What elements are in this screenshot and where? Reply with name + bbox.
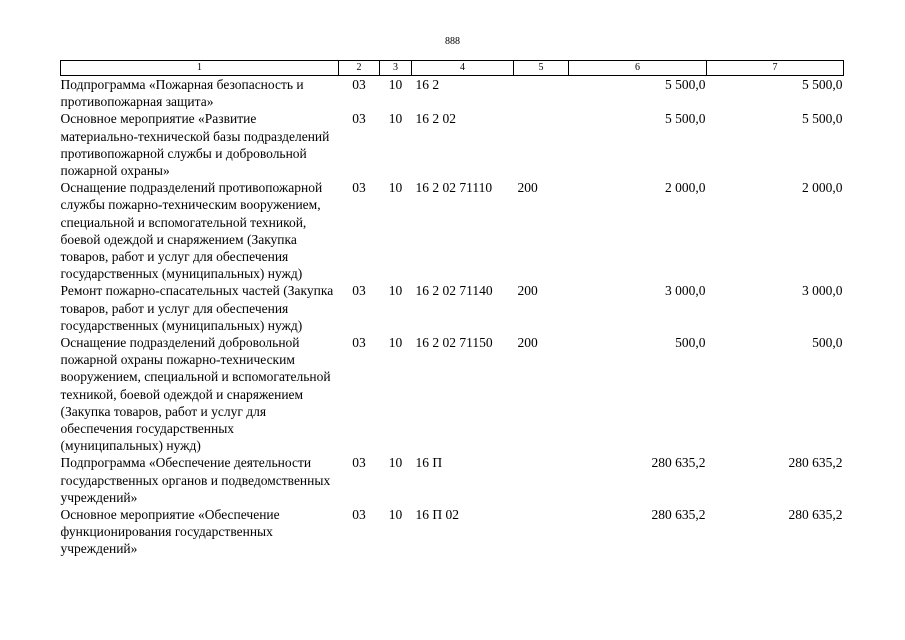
header-col-3: 3 — [380, 61, 412, 76]
header-col-1: 1 — [61, 61, 339, 76]
row-amount-1: 3 000,0 — [665, 283, 706, 299]
row-section: 03 — [352, 111, 366, 127]
row-amount-1: 280 635,2 — [651, 455, 706, 471]
row-target-article: 16 2 02 71140 — [415, 283, 493, 299]
header-col-2: 2 — [339, 61, 380, 76]
table-row — [61, 334, 844, 454]
header-col-7: 7 — [707, 61, 844, 76]
row-amount-2: 2 000,0 — [802, 180, 843, 196]
row-name: Подпрограмма «Пожарная безопасность и противопожарная защита» — [60, 77, 304, 110]
row-amount-2: 280 635,2 — [788, 507, 843, 523]
header-col-6: 6 — [569, 61, 707, 76]
row-subsection: 10 — [388, 77, 403, 92]
table-row — [61, 454, 844, 506]
row-expense-type — [514, 76, 569, 111]
page-number: 888 — [445, 36, 460, 47]
row-expense-type: 200 — [517, 180, 538, 196]
row-target-article: 16 П — [415, 455, 443, 471]
row-expense-type — [514, 454, 569, 506]
header-col-4: 4 — [412, 61, 514, 76]
row-section: 03 — [352, 507, 366, 523]
row-expense-type: 200 — [517, 283, 538, 299]
row-subsection: 10 — [388, 507, 403, 523]
table-row — [61, 179, 844, 282]
header-col-5: 5 — [514, 61, 569, 76]
table-row — [61, 110, 844, 179]
row-name: Ремонт пожарно-спасательных частей (Закупка товаров, работ и услуг для обеспечения государственных (муниципальных) нужд) — [60, 283, 334, 333]
budget-table — [60, 60, 844, 558]
row-amount-2: 500,0 — [812, 335, 843, 351]
column-number-header — [61, 61, 844, 76]
table-row — [61, 506, 844, 558]
row-amount-1: 280 635,2 — [651, 507, 706, 523]
row-expense-type — [514, 110, 569, 179]
row-target-article: 16 2 02 71110 — [415, 180, 493, 196]
row-section: 03 — [352, 180, 366, 196]
row-section: 03 — [352, 335, 366, 351]
row-target-article: 16 2 — [415, 77, 440, 92]
row-subsection: 10 — [388, 455, 403, 471]
table-row — [61, 282, 844, 334]
row-section: 03 — [352, 77, 366, 92]
row-name: Основное мероприятие «Развитие материально-технической базы подразделений противопожарной службы и добровольной пожарной охраны» — [60, 111, 330, 179]
row-amount-1: 2 000,0 — [665, 180, 706, 196]
row-subsection: 10 — [388, 111, 403, 127]
row-section: 03 — [352, 455, 366, 471]
row-name: Основное мероприятие «Обеспечение функционирования государственных учреждений» — [60, 507, 280, 557]
row-amount-2: 280 635,2 — [788, 455, 843, 471]
row-name: Оснащение подразделений добровольной пожарной охраны пожарно-техническим вооружением, специальной и вспомогательной техникой, боевой одеждой и снаряжением (Закупка товаров, работ и услуг для обеспечения государственных (муниципальных) нужд) — [60, 335, 331, 454]
row-target-article: 16 П 02 — [415, 507, 459, 523]
row-subsection: 10 — [388, 283, 403, 299]
row-name: Подпрограмма «Обеспечение деятельности государственных органов и подведомственных учреждений» — [60, 455, 331, 505]
row-target-article: 16 2 02 71150 — [415, 335, 493, 351]
row-name: Оснащение подразделений противопожарной службы пожарно-техническим вооружением, специальной и вспомогательной техникой, боевой одеждой и снаряжением (Закупка товаров, работ и услуг для обеспечения государственных (муниципальных) нужд) — [60, 180, 323, 282]
row-subsection: 10 — [388, 335, 403, 351]
row-section: 03 — [352, 283, 366, 299]
row-expense-type: 200 — [517, 335, 538, 351]
row-target-article: 16 2 02 — [415, 111, 456, 127]
row-expense-type — [514, 506, 569, 558]
row-subsection: 10 — [388, 180, 403, 196]
row-amount-1: 5 500,0 — [665, 77, 706, 92]
row-amount-2: 5 500,0 — [802, 111, 843, 127]
table-row — [61, 76, 844, 111]
row-amount-1: 5 500,0 — [665, 111, 706, 127]
row-amount-2: 5 500,0 — [802, 77, 843, 92]
row-amount-1: 500,0 — [675, 335, 706, 351]
row-amount-2: 3 000,0 — [802, 283, 843, 299]
